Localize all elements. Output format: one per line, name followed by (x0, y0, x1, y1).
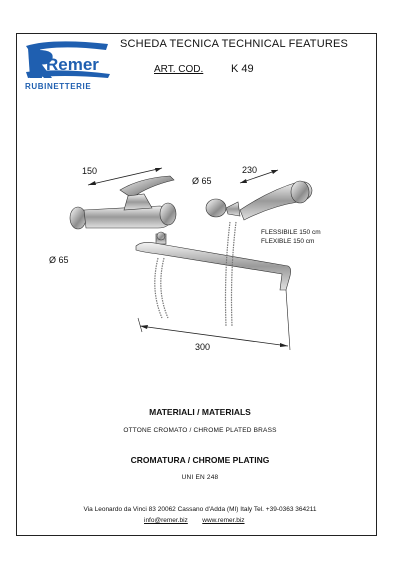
footer-address: Via Leonardo da Vinci 83 20062 Cassano d'Adda (MI) Italy Tel. +39-0363 364211 (83, 506, 317, 513)
materials-text: OTTONE CROMATO / CHROME PLATED BRASS (123, 427, 277, 434)
diameter-65-top-label: Ø 65 (192, 176, 212, 186)
art-code-label: ART. COD. (154, 64, 204, 75)
header-title: SCHEDA TECNICA TECHNICAL FEATURES (120, 38, 349, 50)
wall-flange-right (160, 203, 176, 225)
website-link[interactable]: www.remer.biz (202, 517, 245, 524)
email-link[interactable]: info@remer.biz (144, 517, 188, 524)
materials-title: MATERIALI / MATERIALS (149, 407, 251, 417)
diverter-knob (157, 232, 165, 240)
diameter-65-left-label: Ø 65 (49, 255, 69, 265)
hose-note (261, 228, 321, 246)
dimension-300-label: 300 (195, 342, 211, 352)
footer-contacts (144, 517, 245, 524)
brand-subtitle: RUBINETTERIE (25, 82, 92, 91)
shower-bracket (206, 199, 226, 217)
mixer-lever (120, 176, 174, 198)
hose-note-line1: FLESSIBILE 150 cm (261, 229, 321, 236)
hose-note-line2: FLEXIBLE 150 cm (261, 238, 315, 245)
spout (136, 242, 291, 290)
plating-standard: UNI EN 248 (181, 474, 219, 481)
dimension-300-line (138, 290, 290, 350)
dimension-230-label: 230 (242, 165, 258, 175)
dimension-150-label: 150 (82, 166, 98, 176)
brand-logo-text: Remer (46, 55, 99, 74)
wall-flange-left (70, 207, 86, 229)
plating-title: CROMATURA / CHROME PLATING (130, 455, 270, 465)
shower-hose (155, 258, 168, 318)
art-code-value: K 49 (231, 63, 254, 75)
